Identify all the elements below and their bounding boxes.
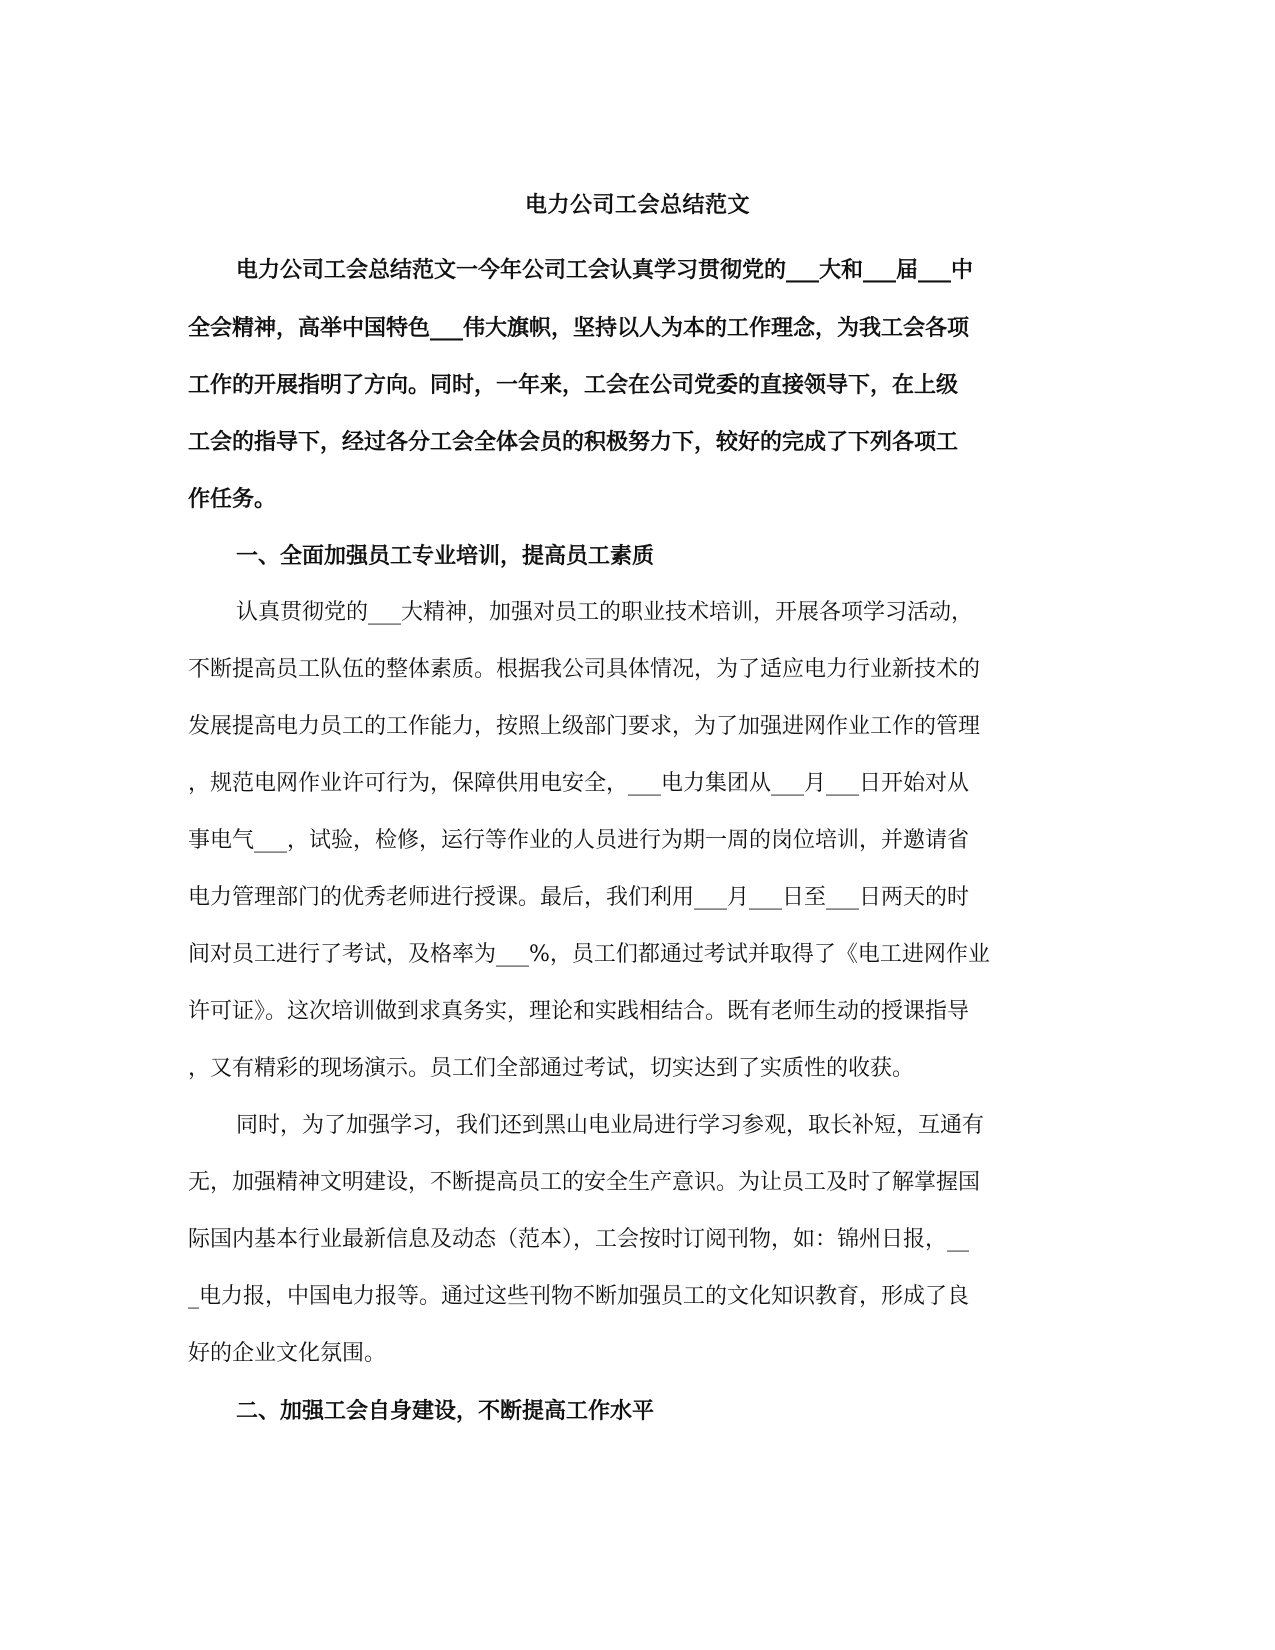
section-1-p1-line-7: 间对员工进行了考试，及格率为___%，员工们都通过考试并取得了《电工进网作业 <box>188 942 990 967</box>
section-1-p1-line-9: ，又有精彩的现场演示。员工们全部通过考试，切实达到了实质性的收获。 <box>188 1056 915 1081</box>
section-1-p1-line-2: 不断提高员工队伍的整体素质。根据我公司具体情况，为了适应电力行业新技术的 <box>188 657 981 682</box>
section-1-p1-line-4: ，规范电网作业许可行为，保障供用电安全，___电力集团从___月___日开始对从 <box>188 771 970 796</box>
section-1-p1-line-1: 认真贯彻党的___大精神，加强对员工的职业技术培训，开展各项学习活动， <box>236 600 974 625</box>
intro-line-4: 工会的指导下，经过各分工会全体会员的积极努力下，较好的完成了下列各项工 <box>188 429 959 455</box>
intro-line-5: 作任务。 <box>188 486 277 512</box>
intro-line-1: 电力公司工会总结范文一今年公司工会认真学习贯彻党的___大和___届___中 <box>236 257 974 283</box>
section-1-p1-line-6: 电力管理部门的优秀老师进行授课。最后，我们利用___月___日至___日两天的时 <box>188 885 970 910</box>
section-1-p2-line-1: 同时，为了加强学习，我们还到黑山电业局进行学习参观，取长补短，互通有 <box>236 1113 985 1138</box>
section-1-p2-line-2: 无，加强精神文明建设，不断提高员工的安全生产意识。为让员工及时了解掌握国 <box>188 1170 981 1195</box>
section-1-p2-line-3: 际国内基本行业最新信息及动态（范本），工会按时订阅刊物，如：锦州日报，__ <box>188 1227 970 1252</box>
section-1-p1-line-3: 发展提高电力员工的工作能力，按照上级部门要求，为了加强进网作业工作的管理 <box>188 714 981 739</box>
section-1-p1-line-8: 许可证》。这次培训做到求真务实，理论和实践相结合。既有老师生动的授课指导 <box>188 999 970 1024</box>
intro-line-3: 工作的开展指明了方向。同时，一年来，工会在公司党委的直接领导下，在上级 <box>188 372 959 398</box>
section-1-heading: 一、全面加强员工专业培训，提高员工素质 <box>236 543 655 569</box>
section-1-p2-line-5: 好的企业文化氛围。 <box>188 1341 387 1366</box>
intro-line-2: 全会精神，高举中国特色___伟大旗帜，坚持以人为本的工作理念，为我工会各项 <box>188 315 970 341</box>
document-title: 电力公司工会总结范文 <box>524 192 750 218</box>
section-2-heading: 二、加强工会自身建设，不断提高工作水平 <box>236 1398 655 1424</box>
section-1-p1-line-5: 事电气___，试验，检修，运行等作业的人员进行为期一周的岗位培训，并邀请省 <box>188 828 970 853</box>
section-1-p2-line-4: _电力报，中国电力报等。通过这些刊物不断加强员工的文化知识教育，形成了良 <box>188 1284 970 1309</box>
